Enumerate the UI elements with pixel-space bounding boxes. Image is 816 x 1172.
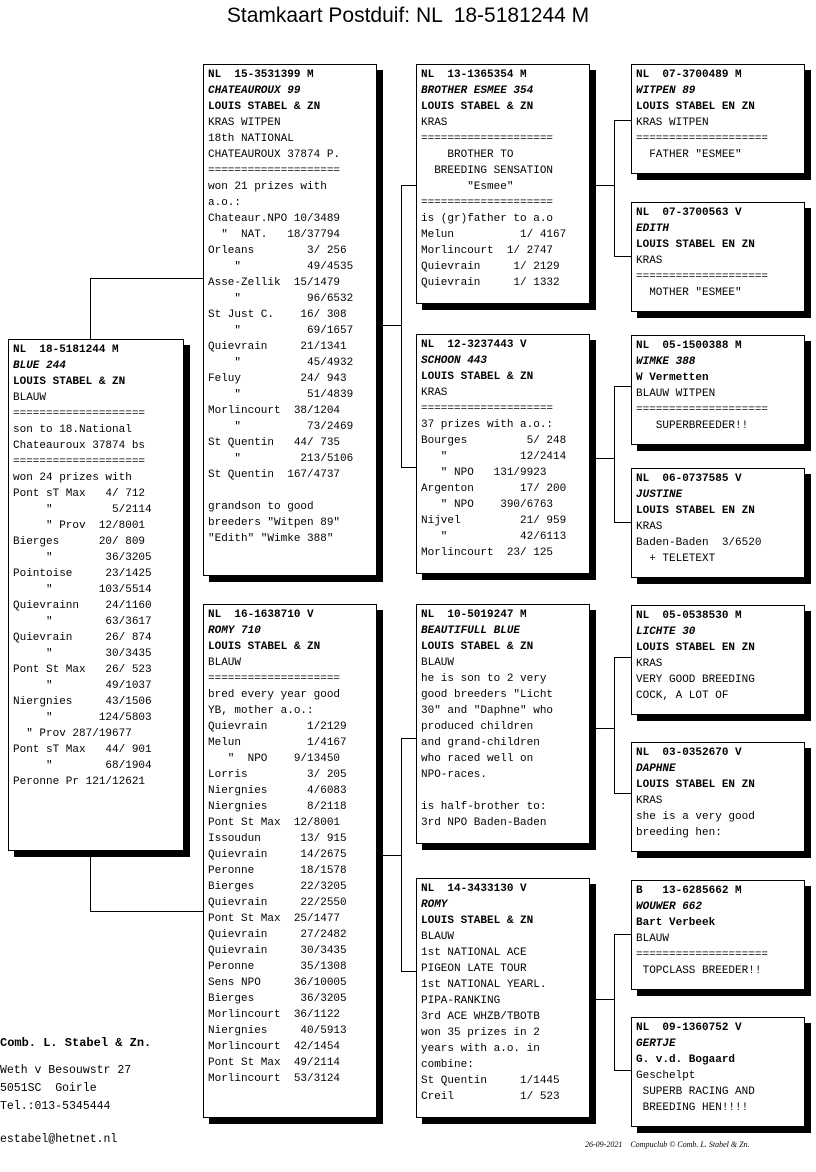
pedigree-card-dam-sire[interactable] — [416, 604, 590, 844]
card-line: " 73/2469 — [208, 421, 354, 433]
card-line: Quievrain 1/2129 — [208, 721, 347, 733]
card-line: ==================== — [421, 133, 554, 145]
connector — [593, 458, 615, 459]
breeder-name: LOUIS STABEL EN ZN — [636, 779, 755, 791]
owner-info — [0, 1034, 151, 1149]
connector — [614, 1070, 632, 1071]
page-title: Stamkaart Postduif: NL 18-5181244 M — [226, 4, 590, 27]
connector — [401, 971, 417, 972]
card-line: "Edith" "Wimke 388" — [208, 533, 334, 545]
card-line: " NPO 9/13450 — [208, 753, 341, 765]
breeder-name: LOUIS STABEL & ZN — [421, 915, 534, 927]
card-line: ==================== — [208, 673, 341, 685]
ring-number: NL 12-3237443 V — [421, 339, 527, 351]
card-line: " 12/2414 — [421, 451, 567, 463]
ring-number: NL 03-0352670 V — [636, 747, 742, 759]
card-line: TOPCLASS BREEDER!! — [636, 965, 762, 977]
ring-number: NL 07-3700489 M — [636, 69, 742, 81]
card-line: years with a.o. in — [421, 1043, 540, 1055]
card-line: " 51/4839 — [208, 389, 354, 401]
card-line: Melun 1/ 4167 — [421, 229, 567, 241]
card-line: Morlincourt 42/1454 — [208, 1041, 341, 1053]
card-line: Quievrainn 24/1160 — [13, 600, 152, 612]
pigeon-name: JUSTINE — [636, 489, 683, 501]
card-line: KRAS — [636, 521, 663, 533]
owner-street: Weth v Besouwstr 27 — [0, 1064, 132, 1077]
card-line: Melun 1/4167 — [208, 737, 347, 749]
pedigree-card-ddd[interactable] — [631, 1017, 805, 1127]
breeder-name: Bart Verbeek — [636, 917, 716, 929]
card-line: a.o.: — [208, 197, 242, 209]
card-line: won 21 prizes with — [208, 181, 327, 193]
card-line: won 35 prizes in 2 — [421, 1027, 540, 1039]
ring-number: NL 13-1365354 M — [421, 69, 527, 81]
card-line: " 63/3617 — [13, 616, 152, 628]
card-line: " Prov 287/19677 — [13, 728, 132, 740]
card-line: BREEDING HEN!!!! — [636, 1102, 749, 1114]
card-line: Pont sT Max 44/ 901 — [13, 744, 152, 756]
breeder-name: W Vermetten — [636, 372, 709, 384]
breeder-name: LOUIS STABEL & ZN — [13, 376, 126, 388]
footer-date: 26-09-2021 — [585, 1140, 623, 1149]
ring-number: NL 05-1500388 M — [636, 340, 742, 352]
card-line: Creil 1/ 523 — [421, 1091, 560, 1103]
card-line: good breeders "Licht — [421, 689, 554, 701]
owner-phone: Tel.:013-5345444 — [0, 1100, 111, 1113]
pedigree-card-sss[interactable] — [631, 64, 805, 174]
card-line: KRAS — [636, 795, 663, 807]
card-line: Quievrain 14/2675 — [208, 849, 347, 861]
owner-email: estabel@hetnet.nl — [0, 1133, 118, 1146]
card-line: BLAUW WITPEN — [636, 388, 716, 400]
card-line: breeders "Witpen 89" — [208, 517, 341, 529]
card-line: Morlincourt 53/3124 — [208, 1073, 341, 1085]
pedigree-card-dds[interactable] — [631, 880, 805, 990]
card-line: Pont St Max 49/2114 — [208, 1057, 341, 1069]
card-line: " 103/5514 — [13, 584, 152, 596]
card-line: Quievrain 1/ 1332 — [421, 277, 560, 289]
card-line: son to 18.National — [13, 424, 132, 436]
card-line: SUPERBREEDER!! — [636, 420, 749, 432]
card-line: Bierges 20/ 809 — [13, 536, 146, 548]
card-line: 37 prizes with a.o.: — [421, 419, 554, 431]
card-line: " 49/1037 — [13, 680, 152, 692]
card-line: "Esmee" — [421, 181, 514, 193]
pedigree-card-dss[interactable] — [631, 605, 805, 715]
ring-number: NL 09-1360752 V — [636, 1022, 742, 1034]
connector — [90, 851, 91, 911]
connector — [90, 278, 204, 279]
breeder-name: LOUIS STABEL EN ZN — [636, 239, 755, 251]
card-line: Argenton 17/ 200 — [421, 483, 567, 495]
ring-number: NL 07-3700563 V — [636, 207, 742, 219]
card-line: Morlincourt 38/1204 — [208, 405, 341, 417]
connector — [614, 256, 632, 257]
card-line: ==================== — [636, 271, 769, 283]
connector — [401, 467, 417, 468]
pigeon-name: EDITH — [636, 223, 670, 235]
ring-number: NL 18-5181244 M — [13, 344, 119, 356]
card-line: BREEDING SENSATION — [421, 165, 554, 177]
pedigree-card-subject[interactable] — [8, 339, 184, 851]
ring-number: NL 14-3433130 V — [421, 883, 527, 895]
pedigree-card-dam[interactable] — [203, 604, 377, 1118]
card-line: Chateauroux 37874 bs — [13, 440, 146, 452]
pedigree-card-sdd[interactable] — [631, 468, 805, 578]
card-line: BROTHER TO — [421, 149, 514, 161]
card-line: Pont St Max 26/ 523 — [13, 664, 152, 676]
card-line: 18th NATIONAL — [208, 133, 294, 145]
ring-number: NL 15-3531399 M — [208, 69, 314, 81]
pigeon-name: BLUE 244 — [13, 360, 66, 372]
card-line: is (gr)father to a.o — [421, 213, 554, 225]
connector — [90, 278, 91, 340]
connector — [593, 999, 615, 1000]
ring-number: B 13-6285662 M — [636, 885, 742, 897]
card-line: " 42/6113 — [421, 531, 567, 543]
card-line: " 5/2114 — [13, 504, 152, 516]
card-line: who raced well on — [421, 753, 534, 765]
card-line: she is a very good — [636, 811, 755, 823]
connector — [614, 934, 615, 1070]
card-line: combine: — [421, 1059, 474, 1071]
owner-city: 5051SC Goirle — [0, 1082, 97, 1095]
owner-name: Comb. L. Stabel & Zn. — [0, 1036, 152, 1050]
pedigree-card-sire-sire[interactable] — [416, 64, 590, 304]
card-line: KRAS WITPEN — [636, 117, 709, 129]
breeder-name: LOUIS STABEL & ZN — [208, 641, 321, 653]
connector — [380, 325, 402, 326]
card-line: Quievrain 21/1341 — [208, 341, 347, 353]
card-line: Quievrain 30/3435 — [208, 945, 347, 957]
card-line: won 24 prizes with — [13, 472, 132, 484]
card-line: COCK, A LOT OF — [636, 690, 729, 702]
card-line: Sens NPO 36/10005 — [208, 977, 347, 989]
card-line: bred every year good — [208, 689, 341, 701]
card-line: Quievrain 26/ 874 — [13, 632, 152, 644]
pedigree-card-dam-dam[interactable] — [416, 878, 590, 1118]
card-line: MOTHER "ESMEE" — [636, 287, 742, 299]
card-line: Bierges 22/3205 — [208, 881, 347, 893]
breeder-name: LOUIS STABEL & ZN — [421, 101, 534, 113]
card-line: BLAUW — [636, 933, 670, 945]
connector — [593, 728, 615, 729]
pigeon-name: ROMY — [421, 899, 448, 911]
card-line: ==================== — [13, 408, 146, 420]
card-line: he is son to 2 very — [421, 673, 547, 685]
connector — [614, 934, 632, 935]
card-line: St Quentin 167/4737 — [208, 469, 341, 481]
card-line: Quievrain 1/ 2129 — [421, 261, 560, 273]
card-line: Niergnies 40/5913 — [208, 1025, 347, 1037]
card-line — [421, 783, 585, 799]
card-line: is half-brother to: — [421, 801, 547, 813]
pedigree-card-sds[interactable] — [631, 335, 805, 445]
card-line: produced children — [421, 721, 534, 733]
connector — [401, 738, 417, 739]
card-line: Asse-Zellik 15/1479 — [208, 277, 341, 289]
pigeon-name: CHATEAUROUX 99 — [208, 85, 301, 97]
card-line: ==================== — [636, 133, 769, 145]
card-line: " 36/3205 — [13, 552, 152, 564]
card-line: grandson to good — [208, 501, 314, 513]
card-line: Peronne Pr 121/12621 — [13, 776, 146, 788]
connector — [401, 738, 402, 971]
ring-number: NL 05-0538530 M — [636, 610, 742, 622]
card-line: FATHER "ESMEE" — [636, 149, 742, 161]
card-line: " NAT. 18/37794 — [208, 229, 341, 241]
card-line: Pont St Max 25/1477 — [208, 913, 341, 925]
connector — [614, 386, 632, 387]
pigeon-name: WITPEN 89 — [636, 85, 696, 97]
card-line: Orleans 3/ 256 — [208, 245, 347, 257]
breeder-name: LOUIS STABEL EN ZN — [636, 642, 755, 654]
card-line: KRAS WITPEN — [208, 117, 281, 129]
card-line: Bourges 5/ 248 — [421, 435, 567, 447]
connector — [401, 185, 402, 467]
connector — [593, 185, 615, 186]
card-line: NPO-races. — [421, 769, 488, 781]
connector — [380, 855, 402, 856]
card-line: Pont sT Max 4/ 712 — [13, 488, 146, 500]
connector — [614, 386, 615, 522]
pigeon-name: ROMY 710 — [208, 625, 261, 637]
card-line: PIGEON LATE TOUR — [421, 963, 527, 975]
card-line: Chateaur.NPO 10/3489 — [208, 213, 341, 225]
pedigree-card-ssd[interactable] — [631, 202, 805, 312]
card-line: Pointoise 23/1425 — [13, 568, 152, 580]
card-line: Lorris 3/ 205 — [208, 769, 347, 781]
card-line: " 69/1657 — [208, 325, 354, 337]
card-line: " 30/3435 — [13, 648, 152, 660]
card-line: CHATEAUROUX 37874 P. — [208, 149, 341, 161]
card-line: Quievrain 27/2482 — [208, 929, 347, 941]
pigeon-name: LICHTE 30 — [636, 626, 696, 638]
card-line: BLAUW — [421, 931, 455, 943]
card-line: 3rd ACE WHZB/TBOTB — [421, 1011, 540, 1023]
card-line: Niergnies 8/2118 — [208, 801, 347, 813]
card-line: ==================== — [13, 456, 146, 468]
card-line: Nijvel 21/ 959 — [421, 515, 567, 527]
card-line: Baden-Baden 3/6520 — [636, 537, 762, 549]
card-line: St Quentin 1/1445 — [421, 1075, 560, 1087]
card-line: St Quentin 44/ 735 — [208, 437, 341, 449]
connector — [614, 120, 615, 256]
breeder-name: LOUIS STABEL EN ZN — [636, 101, 755, 113]
card-line: PIPA-RANKING — [421, 995, 501, 1007]
card-line: breeding hen: — [636, 827, 722, 839]
card-line: Geschelpt — [636, 1070, 696, 1082]
card-line — [208, 483, 372, 499]
card-line: Niergnies 4/6083 — [208, 785, 347, 797]
card-line: BLAUW — [208, 657, 242, 669]
card-line: Niergnies 43/1506 — [13, 696, 152, 708]
card-line: 30" and "Daphne" who — [421, 705, 554, 717]
card-line: Morlincourt 36/1122 — [208, 1009, 341, 1021]
pigeon-name: WOUWER 662 — [636, 901, 703, 913]
card-line: " 96/6532 — [208, 293, 354, 305]
ring-number: NL 16-1638710 V — [208, 609, 314, 621]
card-line: 3rd NPO Baden-Baden — [421, 817, 547, 829]
card-line: + TELETEXT — [636, 553, 716, 565]
card-line: Issoudun 13/ 915 — [208, 833, 347, 845]
card-line: Morlincourt 1/ 2747 — [421, 245, 554, 257]
card-line: " 213/5106 — [208, 453, 354, 465]
card-line: ==================== — [421, 197, 554, 209]
pigeon-name: SCHOON 443 — [421, 355, 488, 367]
card-line: ==================== — [636, 404, 769, 416]
breeder-name: LOUIS STABEL & ZN — [421, 371, 534, 383]
breeder-name: LOUIS STABEL EN ZN — [636, 505, 755, 517]
footer — [585, 1140, 750, 1149]
breeder-name: LOUIS STABEL & ZN — [421, 641, 534, 653]
card-line: " 124/5803 — [13, 712, 152, 724]
card-line: Peronne 35/1308 — [208, 961, 347, 973]
pigeon-name: WIMKE 388 — [636, 356, 696, 368]
ring-number: NL 06-0737585 V — [636, 473, 742, 485]
breeder-name: G. v.d. Bogaard — [636, 1054, 736, 1066]
card-line: BLAUW — [13, 392, 47, 404]
card-line: ==================== — [636, 949, 769, 961]
card-line: Bierges 36/3205 — [208, 993, 347, 1005]
card-line: " 49/4535 — [208, 261, 354, 273]
card-line: YB, mother a.o.: — [208, 705, 314, 717]
pigeon-name: BROTHER ESMEE 354 — [421, 85, 534, 97]
card-line: KRAS — [421, 387, 448, 399]
card-line: Pont St Max 12/8001 — [208, 817, 341, 829]
card-line: BLAUW — [421, 657, 455, 669]
card-line: KRAS — [421, 117, 448, 129]
pigeon-name: DAPHNE — [636, 763, 676, 775]
connector — [614, 657, 615, 793]
card-line: KRAS — [636, 255, 663, 267]
pigeon-name: GERTJE — [636, 1038, 676, 1050]
card-line: " Prov 12/8001 — [13, 520, 146, 532]
card-line: Quievrain 22/2550 — [208, 897, 347, 909]
connector — [614, 522, 632, 523]
card-line: Feluy 24/ 943 — [208, 373, 347, 385]
pedigree-card-dsd[interactable] — [631, 742, 805, 852]
card-line: KRAS — [636, 658, 663, 670]
card-line: " NPO 390/6763 — [421, 499, 554, 511]
card-line: St Just C. 16/ 308 — [208, 309, 347, 321]
connector — [614, 793, 632, 794]
card-line: Morlincourt 23/ 125 — [421, 547, 554, 559]
connector — [401, 185, 417, 186]
card-line: SUPERB RACING AND — [636, 1086, 755, 1098]
card-line: 1st NATIONAL ACE — [421, 947, 527, 959]
connector — [614, 657, 632, 658]
card-line: VERY GOOD BREEDING — [636, 674, 755, 686]
connector — [90, 911, 204, 912]
pigeon-name: BEAUTIFULL BLUE — [421, 625, 521, 637]
pedigree-card-sire-dam[interactable] — [416, 334, 590, 574]
breeder-name: LOUIS STABEL & ZN — [208, 101, 321, 113]
card-line: " 68/1904 — [13, 760, 152, 772]
card-line: " 45/4932 — [208, 357, 354, 369]
connector — [614, 120, 632, 121]
card-line: 1st NATIONAL YEARL. — [421, 979, 547, 991]
card-line: ==================== — [421, 403, 554, 415]
card-line: " NPO 131/9923 — [421, 467, 547, 479]
pedigree-card-sire[interactable] — [203, 64, 377, 576]
card-line: ==================== — [208, 165, 341, 177]
footer-credit: Compuclub © Comb. L. Stabel & Zn. — [630, 1140, 750, 1149]
ring-number: NL 10-5019247 M — [421, 609, 527, 621]
card-line: and grand-children — [421, 737, 540, 749]
card-line: Peronne 18/1578 — [208, 865, 347, 877]
